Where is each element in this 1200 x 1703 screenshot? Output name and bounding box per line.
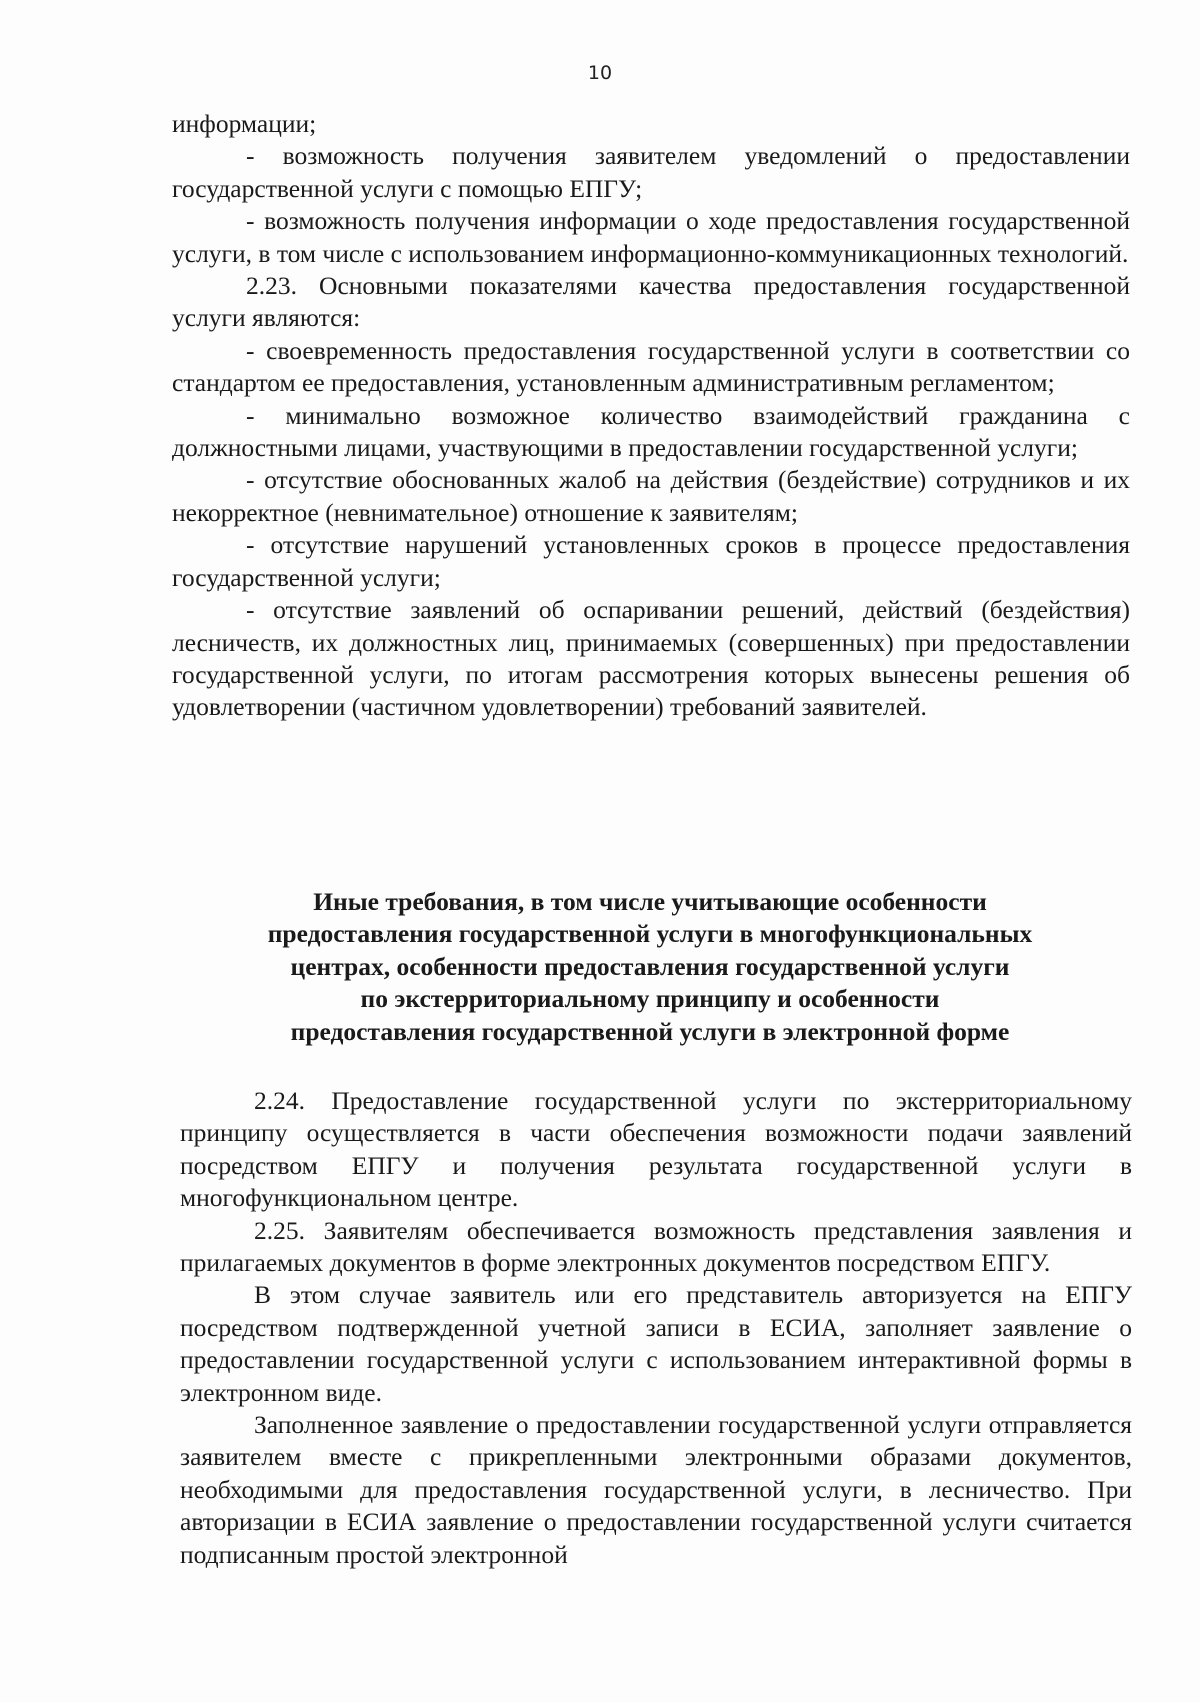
paragraph: 2.24. Предоставление государственной услуги по экстерриториальному принципу осуществляется в части обеспечения возможности подачи заявлений посредством ЕПГУ и получения результата государственной услуги в многофункциональном центре. [180, 1086, 1132, 1213]
paragraph: - минимально возможное количество взаимодействий гражданина с должностными лицами, участвующими в предоставлении государственной услуги; [172, 400, 1130, 463]
paragraph: В этом случае заявитель или его представитель авторизуется на ЕПГУ посредством подтвержденной учетной записи в ЕСИА, заполняет заявление о предоставлении государственной услуги с использованием интерактивной формы в электронном виде. [180, 1280, 1132, 1407]
heading-line: предоставления государственной услуги в многофункциональных [267, 919, 1033, 949]
section-heading [200, 886, 1100, 1048]
heading-line: по экстерриториальному принципу и особенности [360, 984, 940, 1014]
heading-line: Иные требования, в том числе учитывающие особенности [313, 887, 987, 916]
paragraph: - отсутствие заявлений об оспаривании решений, действий (бездействия) лесничеств, их должностных лиц, принимаемых (совершенных) при предоставлении государственной услуги, по итогам рассмотрения которых вынесены решения об удовлетворении (частичном удовлетворении) требований заявителей. [172, 595, 1130, 722]
bottom-text-block [180, 1085, 1132, 1571]
top-text-block [172, 108, 1130, 724]
heading-line: центрах, особенности предоставления государственной услуги [290, 951, 1010, 981]
paragraph: информации; [172, 109, 317, 138]
page-number: 10 [587, 62, 613, 84]
paragraph: 2.23. Основными показателями качества предоставления государственной услуги являются: [172, 271, 1130, 333]
paragraph: - отсутствие обоснованных жалоб на действия (бездействие) сотрудников и их некорректное (невнимательное) отношение к заявителям; [172, 465, 1130, 527]
paragraph: - возможность получения заявителем уведомлений о предоставлении государственной услуги с помощью ЕПГУ; [172, 141, 1130, 203]
paragraph: - отсутствие нарушений установленных сроков в процессе предоставления государственной услуги; [172, 530, 1130, 592]
paragraph: - своевременность предоставления государственной услуги в соответствии со стандартом ее предоставления, установленным административным регламентом; [172, 335, 1130, 398]
heading-line: предоставления государственной услуги в электронной форме [290, 1016, 1010, 1046]
paragraph: - возможность получения информации о ходе предоставления государственной услуги, в том числе с использованием информационно-коммуникационных технологий. [172, 206, 1130, 268]
paragraph: 2.25. Заявителям обеспечивается возможность представления заявления и прилагаемых документов в форме электронных документов посредством ЕПГУ. [180, 1215, 1132, 1278]
paragraph: Заполненное заявление о предоставлении государственной услуги отправляется заявителем вместе с прикрепленными электронными образами документов, необходимыми для предоставления государственной услуги, в лесничество. При авторизации в ЕСИА заявление о предоставлении государственной услуги считается подписанным простой электронной [180, 1410, 1132, 1569]
